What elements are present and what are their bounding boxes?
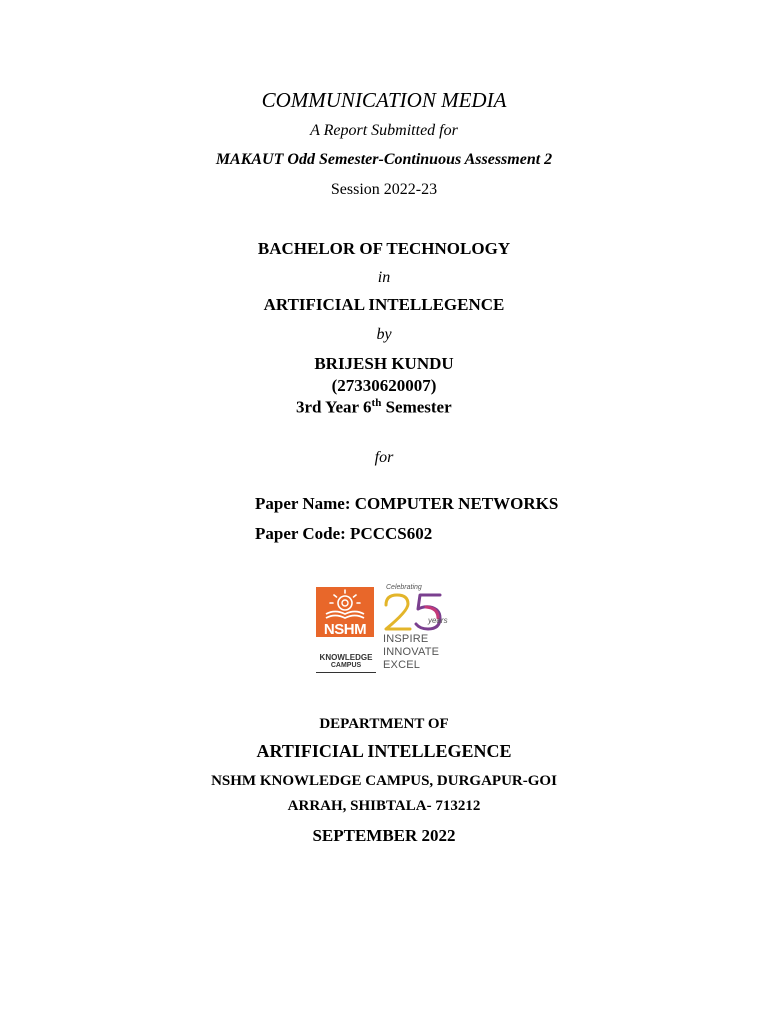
in-word: in bbox=[377, 269, 391, 286]
nshm-logo-text: NSHM bbox=[323, 621, 367, 638]
logo-years-text: years bbox=[428, 616, 448, 625]
paper-name: Paper Name: COMPUTER NETWORKS bbox=[255, 494, 559, 513]
logo-campus-text: CAMPUS bbox=[330, 662, 362, 669]
campus-address-line-1: NSHM KNOWLEDGE CAMPUS, DURGAPUR-GOI bbox=[211, 773, 557, 789]
by-word: by bbox=[376, 326, 392, 343]
department-of-label: DEPARTMENT OF bbox=[319, 716, 449, 732]
assessment-text: MAKAUT Odd Semester-Continuous Assessment 2 bbox=[215, 151, 553, 168]
paper-code: Paper Code: PCCCS602 bbox=[255, 524, 433, 543]
department-name: ARTIFICIAL INTELLEGENCE bbox=[256, 741, 512, 761]
for-word: for bbox=[374, 449, 394, 466]
sun-book-icon bbox=[316, 587, 374, 621]
report-date: SEPTEMBER 2022 bbox=[312, 826, 456, 845]
session-text: Session 2022-23 bbox=[330, 181, 438, 198]
logo-excel-text: EXCEL bbox=[383, 659, 421, 671]
logo-inspire-text: INSPIRE bbox=[383, 633, 429, 645]
student-name: BRIJESH KUNDU bbox=[314, 354, 454, 373]
report-submitted-text: A Report Submitted for bbox=[310, 122, 458, 139]
major-name: ARTIFICIAL INTELLEGENCE bbox=[263, 295, 505, 314]
twenty-five-graphic bbox=[380, 591, 456, 633]
report-title: COMMUNICATION MEDIA bbox=[261, 88, 507, 112]
logo-innovate-text: INNOVATE bbox=[383, 646, 440, 658]
degree-name: BACHELOR OF TECHNOLOGY bbox=[257, 239, 511, 258]
campus-address-line-2: ARRAH, SHIBTALA- 713212 bbox=[287, 798, 481, 814]
nshm-25-years-logo bbox=[312, 583, 462, 678]
logo-celebrating-text: Celebrating bbox=[386, 584, 422, 591]
student-year-superscript: th bbox=[371, 397, 382, 409]
student-year-suffix: Semester bbox=[381, 397, 452, 417]
student-year-prefix: 3rd Year 6 bbox=[296, 397, 372, 417]
logo-knowledge-text: KNOWLEDGE bbox=[319, 653, 373, 662]
student-roll-number: (27330620007) bbox=[331, 376, 437, 395]
logo-underline bbox=[316, 672, 376, 673]
student-year-semester bbox=[296, 397, 452, 418]
